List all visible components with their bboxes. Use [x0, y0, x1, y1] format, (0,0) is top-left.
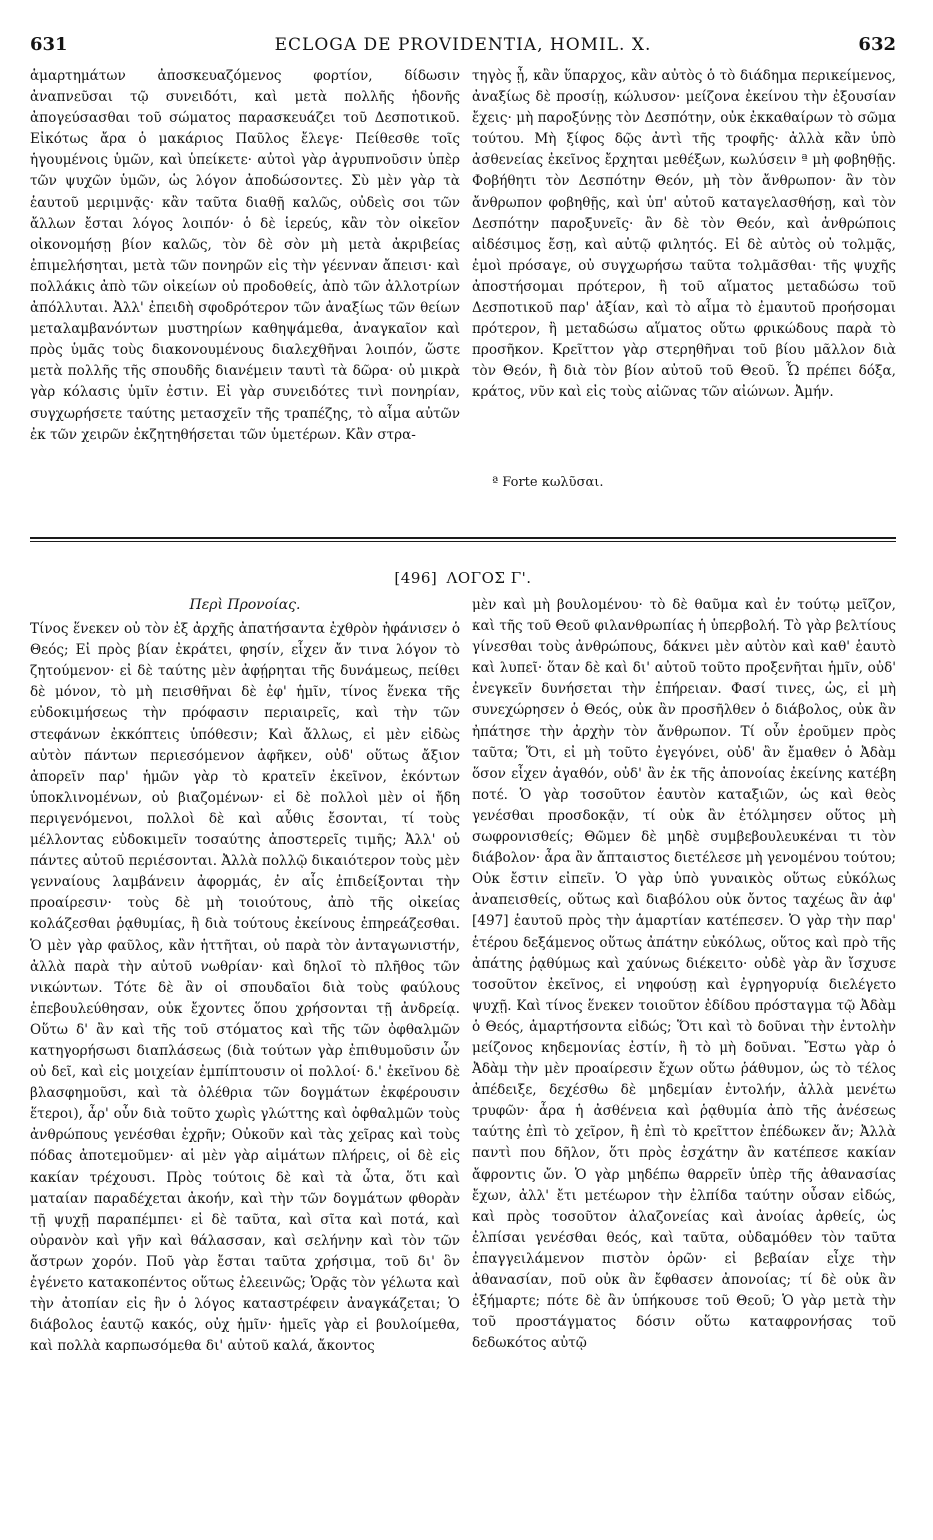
- bottom-right-text: μὲν καὶ μὴ βουλομένου· τὸ δὲ θαῦμα καὶ ἐν τούτῳ μεῖζον, καὶ τῆς τοῦ Θεοῦ φιλανθρωπίας ἡ ὑπερβολή. Τὸ γὰρ βελτίους γίνεσθαι τοὺς ἀνθρώπους, δάκνει μὲν αὐτὸν καὶ καθ' ἑαυτὸ καὶ λυπεῖ· ὅταν δὲ καὶ δι' αὐτοῦ τοῦτο προξενῆται ἡμῖν, οὐδ' ἐνεγκεῖν δυνήσεται τὴν ἐπήρειαν. Φασί τινες, ὡς, εἰ μὴ συνεχώρησεν ὁ Θεός, οὐκ ἂν προσῆλθεν ὁ διάβολος, οὐκ ἂν ἠπάτησε τὴν ἀρχὴν τὸν ἄνθρωπον. Τί οὖν ἐροῦμεν πρὸς ταῦτα; Ὅτι, εἰ μὴ τοῦτο ἐγεγόνει, οὐδ' ἂν ἔμαθεν ὁ Ἀδὰμ ὅσον εἶχεν ἀγαθόν, οὐδ' ἂν ἐκ τῆς ἀπονοίας ἐκείνης κατέβη ποτέ. Ὁ γὰρ τοσοῦτον ἑαυτὸν καταξιῶν, ὡς καὶ θεὸς γενέσθαι προσδοκᾷν, τί οὐκ ἂν ἐτόλμησεν οὕτος μὴ σωφρονισθείς; Θῶμεν δὲ μηδὲ συμβεβουλευκέναι τι τὸν διάβολον· ἆρα ἂν ἄπταιστος διετέλεσε μὴ γενομένου τούτου; Οὐκ ἔστιν εἰπεῖν. Ὁ γὰρ ὑπὸ γυναικὸς οὕτως εὐκόλως ἀναπεισθείς, οὕτως καὶ διαβόλου οὐκ ὄντος ταχέως ἂν ἀφ' [497] ἑαυτοῦ πρὸς τὴν ἁμαρτίαν κατέπεσεν. Ὁ γὰρ τὴν παρ' ἑτέρου δεξάμενος οὕτως ἀπάτην εὐκόλως, οὕτος καὶ πρὸ τῆς ἀπάτης ῥᾳθύμως καὶ χαύνως διέκειτο· οὐδὲ γὰρ ἂν ἴσχυσε τοσοῦτον ἐκεῖνος, εἰ νηφούσῃ καὶ ἐγρηγορυίᾳ διελέγετο ψυχῇ. Καὶ τίνος ἕνεκεν τοιοῦτον ἐδίδου πρόσταγμα τῷ Ἀδὰμ ὁ Θεός, ἁμαρτήσοντα εἰδώς; Ὅτι καὶ τὸ δοῦναι τὴν ἐντολὴν μείζονος κηδεμονίας ἐστίν, ἢ τὸ μὴ δοῦναι. Ἔστω γὰρ ὁ Ἀδὰμ τὴν μὲν προαίρεσιν ἔχων οὕτω ῥάθυμον, ὡς τὸ τέλος ἀπέδειξε, δεχέσθω δὲ μηδεμίαν ἐντολήν, ἀλλὰ μενέτω τρυφῶν· ἆρα ἡ ἀσθένεια καὶ ῥᾳθυμία ἀπὸ τῆς ἀνέσεως ταύτης ἐπὶ τὸ χεῖρον, ἢ ἐπὶ τὸ κρεῖττον ἐπέδωκεν ἄν; Ἀλλὰ παντὶ που δῆλον, ὅτι πρὸς ἐσχάτην ἂν κατέπεσε κακίαν ἄφροντις ὤν. Ὁ γὰρ μηδέπω θαρρεῖν ὑπὲρ τῆς ἀθανασίας ἔχων, ἀλλ' ἔτι μετέωρον τὴν ἐλπίδα ταύτην οὖσαν εἰδώς, καὶ πρὸς τοσοῦτον ἀλαζονείας καὶ ἀνοίας ἀρθείς, ὡς ἐλπίσαι γενέσθαι θεός, καὶ ταῦτα, οὐδαμόθεν τὸν ταῦτα ἐπαγγειλάμενον πιστὸν ὁρῶν· εἰ βεβαίαν εἶχε τὴν ἀθανασίαν, ποῦ οὐκ ἂν ἔφθασεν ἀπονοίας; τί δὲ οὐκ ἂν ἐξήμαρτε; πότε δὲ ἂν ὑπήκουσε τοῦ Θεοῦ; Ὁ γὰρ μετὰ τὴν τοῦ προστάγματος δόσιν οὕτω καταφρονήσας τοῦ δεδωκότος αὐτῷ: [472, 597, 896, 1352]
- page-number-left: 631: [30, 34, 68, 55]
- running-header: [30, 34, 896, 58]
- section-divider-thin: [30, 541, 896, 542]
- section-divider: [30, 537, 896, 539]
- page-number-right: 632: [858, 34, 896, 55]
- top-right-column: [472, 66, 896, 404]
- column-reference: [496]: [394, 569, 438, 587]
- section-title: ΛΟΓΟΣ Γ'.: [446, 569, 532, 587]
- bottom-left-column: [30, 595, 460, 1357]
- section-subtitle: Περὶ Προνοίας.: [189, 597, 301, 613]
- bottom-right-column: [472, 595, 896, 1354]
- top-left-column: [30, 66, 460, 446]
- top-right-text: τηγὸς ᾖ, κἂν ὕπαρχος, κἂν αὐτὸς ὁ τὸ διάδημα περικείμενος, ἀναξίως δὲ προσίῃ, κώλυσον· μείζονα ἐκείνου τὴν ἐξουσίαν ἔχεις· μὴ παροξύνῃς τὸν Δεσπότην, οὐκ ἐκκαθαίρων τὸ σῶμα τούτου. Μὴ ξίφος δῷς ἀντὶ τῆς τροφῆς· ἀλλὰ κἂν ὑπὸ ἀσθενείας ἐκεῖνος ἔρχηται μεθέξων, κωλύσειν ª μὴ φοβηθῇς. Φοβήθητι τὸν Δεσπότην Θεόν, μὴ τὸν ἄνθρωπον· ἂν τὸν ἄνθρωπον φοβηθῇς, καὶ ὑπ' αὐτοῦ καταγελασθήσῃ, καὶ τὸν Δεσπότην παροξυνεῖς· ἂν δὲ τὸν Θεόν, καὶ ἀνθρώποις αἰδέσιμος ἔσῃ, καὶ αὐτῷ φιλητός. Εἰ δὲ αὐτὸς οὐ τολμᾷς, ἐμοὶ πρόσαγε, οὐ συγχωρήσω ταῦτα τολμᾶσθαι· τῆς ψυχῆς ἀποστήσομαι πρότερον, ἢ τοῦ αἵματος μεταδώσω τοῦ Δεσποτικοῦ παρ' ἀξίαν, καὶ τὸ αἷμα τὸ ἐμαυτοῦ προήσομαι πρότερον, ἢ μεταδώσω αἵματος οὕτω φρικώδους παρὰ τὸ προσῆκον. Κρεῖττον γὰρ στερηθῆναι τοῦ βίου μᾶλλον διὰ τὸν Θεόν, ἢ διὰ τὸν βίον αὐτοῦ τοῦ Θεοῦ. Ὧ πρέπει δόξα, κράτος, νῦν καὶ εἰς τοὺς αἰῶνας τῶν αἰώνων. Ἀμήν.: [472, 68, 896, 401]
- bottom-left-text: Τίνος ἕνεκεν οὐ τὸν ἐξ ἀρχῆς ἀπατήσαντα ἐχθρὸν ἠφάνισεν ὁ Θεός; Εἰ πρὸς βίαν ἐκράτει, φησίν, εἶχεν ἄν τινα λόγον τὸ ζητούμενον· εἰ δὲ ταύτης μὲν ἀφῄρηται τῆς δυνάμεως, πείθει δὲ μόνον, τὸ μὴ πεισθῆναι δὲ ἐφ' ἡμῖν, τίνος ἕνεκα τῆς εὐδοκιμήσεως τὴν πρόφασιν περιαιρεῖς, καὶ τὴν τῶν στεφάνων ἐκκόπτεις ὑπόθεσιν; Καὶ ἄλλως, εἰ μὲν εἰδὼς αὐτὸν πάντων περιεσόμενον ἀφῆκεν, οὐδ' οὕτως ἄξιον ἀπορεῖν παρ' ἡμῶν γὰρ τὸ κρατεῖν ἐκεῖνον, ἑκόντων ὑποκλινομένων, οὐ βιαζομένων· εἰ δὲ πολλοὶ μὲν οἱ ἤδη περιγενόμενοι, πολλοὶ δὲ καὶ αὖθις ἔσονται, τί τοὺς μέλλοντας εὐδοκιμεῖν τοσαύτης ἀποστερεῖς τιμῆς; Ἀλλ' οὐ πάντες αὐτοῦ περιέσονται. Ἀλλὰ πολλῷ δικαιότερον τοὺς μὲν γενναίους λαμβάνειν ἀφορμάς, ἐν αἷς ἐπιδείξονται τὴν προαίρεσιν· τοὺς δὲ μὴ τοιούτους, ἀπὸ τῆς οἰκείας κολάζεσθαι ῥᾳθυμίας, ἢ διὰ τούτους ἐκείνους ἐπηρεάζεσθαι. Ὁ μὲν γὰρ φαῦλος, κἂν ἡττῆται, οὐ παρὰ τὸν ἀνταγωνιστήν, ἀλλὰ παρὰ τὴν αὐτοῦ νωθρίαν· καὶ δηλοῖ τὸ πλῆθος τῶν νικώντων. Τότε δὲ ἂν οἱ σπουδαῖοι διὰ τοὺς φαύλους ἐπεβουλεύθησαν, οὐκ ἔχοντες ὅπου χρήσονται τῇ ἀνδρείᾳ. Οὕτω δ' ἂν καὶ τῆς τοῦ στόματος καὶ τῆς τῶν ὀφθαλμῶν κατηγορήσωσι διαπλάσεως (διὰ τούτων γὰρ ἐπιθυμοῦσιν ὧν οὐ δεῖ, καὶ εἰς μοιχείαν ἐμπίπτουσιν οἱ πολλοί· δ.' ἐκεῖνου δὲ βλασφημοῦσι, καὶ τὰ ὀλέθρια τῶν δογμάτων ἐκφέρουσιν ἕτεροι), ἆρ' οὖν διὰ τοῦτο χωρὶς γλώττης καὶ ὀφθαλμῶν τοὺς ἀνθρώπους γενέσθαι ἐχρῆν; Οὐκοῦν καὶ τὰς χεῖρας καὶ τοὺς πόδας ἀποτεμοῦμεν· αἱ μὲν γὰρ αἱμάτων πλήρεις, οἱ δὲ εἰς κακίαν τρέχουσι. Πρὸς τούτοις δὲ καὶ τὰ ὦτα, ὅτι καὶ ματαίαν παραδέχεται ἀκοήν, καὶ τὴν τῶν δογμάτων φθορὰν τῇ ψυχῇ παραπέμπει· εἰ δὲ ταῦτα, καὶ σῖτα καὶ ποτά, καὶ οὐρανὸν καὶ γῆν καὶ θάλασσαν, καὶ σελήνην καὶ τὸν τῶν ἄστρων χορόν. Ποῦ γὰρ ἔσται ταῦτα χρήσιμα, τοῦ δι' ὃν ἐγένετο κατακοπέντος οὕτως ἐλεεινῶς; Ὁρᾷς τὸν γέλωτα καὶ τὴν ἀτοπίαν εἰς ἣν ὁ λόγος καταστρέφειν ἀναγκάζεται; Ὁ διάβολος ἑαυτῷ κακός, οὐχ ἡμῖν· ἡμεῖς γὰρ εἰ βουλοίμεθα, καὶ πολλὰ καρπωσόμεθα δι' αὐτοῦ καλά, ἄκοντος: [30, 621, 460, 1355]
- running-title: ECLOGA DE PROVIDENTIA, HOMIL. X.: [274, 35, 652, 55]
- top-left-text: ἁμαρτημάτων ἀποσκευαζόμενος φορτίον, δίδωσιν ἀναπνεῦσαι τῷ συνειδότι, καὶ μετὰ πολλῆς ἡδονῆς ἀπογεύσασθαι τοῦ σώματος παρασκευάζει τοῦ Δεσποτικοῦ. Εἰκότως ἄρα ὁ μακάριος Παῦλος ἔλεγε· Πείθεσθε τοῖς ἡγουμένοις ὑμῶν, καὶ ὑπείκετε· αὐτοὶ γὰρ ἀγρυπνοῦσιν ὑπὲρ τῶν ψυχῶν ὑμῶν, ὡς λόγον ἀποδώσοντες. Σὺ μὲν γὰρ τὰ ἑαυτοῦ μεριμνᾷς· κἂν ταῦτα διαθῇ καλῶς, οὐδεὶς σοι τῶν ἄλλων ἔσται λόγος λοιπόν· ὁ δὲ ἱερεύς, κἂν τὸν οἰκεῖον οἰκονομήσῃ βίον καλῶς, τὸν δὲ σὸν μὴ μετὰ ἀκριβείας ἐπιμελήσηται, μετὰ τῶν πονηρῶν εἰς τὴν γέενναν ἄπεισι· καὶ πολλάκις ἀπὸ τῶν οἰκείων οὐ προδοθείς, ἀπὸ τῶν ἀλλοτρίων ἀπόλλυται. Ἀλλ' ἐπειδὴ σφοδρότερον τῶν ἀναξίως τῶν θείων μεταλαμβανόντων μυστηρίων καθηψάμεθα, ἀναγκαῖον καὶ πρὸς ὑμᾶς τοὺς διακονουμένους διαλεχθῆναι λοιπόν, ὥστε μετὰ πολλῆς τῆς σπουδῆς διανέμειν ταυτὶ τὰ δῶρα· οὐ μικρὰ γὰρ κόλασις ὑμῖν ἐστιν. Εἰ γὰρ συνειδότες τινὶ πονηρίαν, συγχωρήσετε ταύτης μετασχεῖν τῆς τραπέζης, τὸ αἷμα αὐτῶν ἐκ τῶν χειρῶν ἐκζητηθήσεται τῶν ὑμετέρων. Κἂν στρα-: [30, 68, 460, 443]
- footnote: ª Forte κωλῦσαι.: [492, 475, 604, 490]
- section-heading: [30, 569, 896, 587]
